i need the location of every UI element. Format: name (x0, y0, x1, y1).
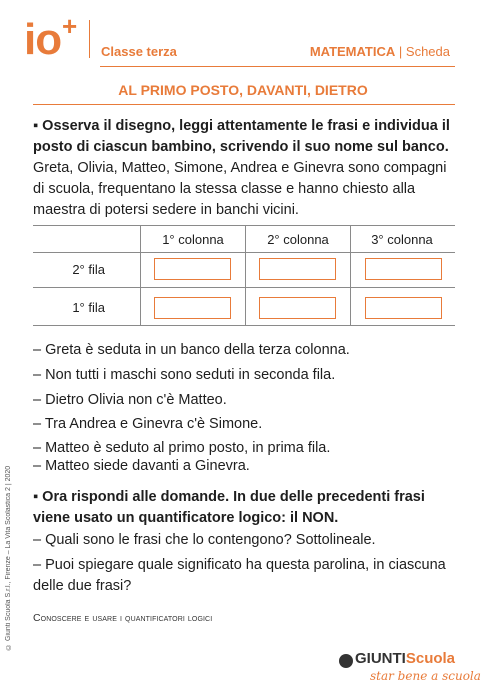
row-label-2: 2° fila (72, 262, 105, 277)
question-1: – Quali sono le frasi che lo contengono? Sottolineale. (33, 532, 376, 548)
page-title: AL PRIMO POSTO, DAVANTI, DIETRO (118, 82, 368, 98)
column-header-2: 2° colonna (267, 232, 329, 247)
table-vline-1 (140, 225, 141, 325)
column-header-1: 1° colonna (162, 232, 224, 247)
row-label-1: 1° fila (72, 300, 105, 315)
brand-scuola: Scuola (405, 650, 456, 667)
table-rule-bottom (33, 325, 455, 326)
clue-6-clip (33, 456, 273, 473)
clue-2: – Non tutti i maschi sono seduti in seconda fila. (33, 367, 336, 383)
instruction: ▪ Osserva il disegno, leggi attentamente le frasi e individua il posto di ciascun bambino, scrivendo il suo nome sul banco. (33, 118, 450, 155)
copyright-credit: © Giunti Scuola S.r.l., Firenze – La Vita Scolastica 2 | 2020 (5, 465, 12, 650)
table-rule-header (33, 252, 455, 253)
desk-row1-col3[interactable] (365, 297, 442, 319)
desk-row2-col3[interactable] (365, 258, 442, 280)
subject-separator: | (398, 44, 403, 59)
io-logo: io (24, 15, 62, 64)
question-intro: ▪ Ora rispondi alle domande. In due delle precedenti frasi viene usato un quantificatore logico: il NON. (33, 489, 425, 526)
question-2: – Puoi spiegare quale significato ha questa parolina, in ciascuna delle due frasi? (33, 557, 446, 594)
clue-5: – Matteo è seduto al primo posto, in prima fila. (33, 440, 331, 456)
subject-label (310, 44, 450, 59)
table-vline-3 (350, 225, 351, 325)
io-logo-plus: + (62, 11, 78, 41)
brand-giunti: GIUNTI (355, 650, 406, 667)
clue-4: – Tra Andrea e Ginevra c'è Simone. (33, 416, 263, 432)
brand-tagline: star bene a scuola (370, 669, 481, 683)
clue-6: – Matteo siede davanti a Ginevra. (33, 458, 250, 473)
brand-name (355, 650, 455, 667)
class-label: Classe terza (101, 44, 177, 59)
table-rule-top (33, 225, 455, 226)
desk-row1-col2[interactable] (259, 297, 336, 319)
clue-1: – Greta è seduta in un banco della terza colonna. (33, 342, 350, 358)
subject-name: MATEMATICA (309, 44, 396, 59)
sheet-type: Scheda (405, 44, 450, 59)
footer-objective (33, 612, 212, 624)
desk-row1-col1[interactable] (154, 297, 231, 319)
table-rule-middle (33, 287, 455, 288)
objective-text: Conoscere e usare i quantificatori logici (33, 612, 213, 624)
header-divider (89, 20, 90, 58)
column-header-3: 3° colonna (371, 232, 433, 247)
giunti-logo-icon (339, 654, 353, 668)
header-rule (100, 66, 455, 67)
desk-row2-col2[interactable] (259, 258, 336, 280)
clue-3: – Dietro Olivia non c'è Matteo. (33, 392, 227, 408)
title-rule (33, 104, 455, 105)
desk-row2-col1[interactable] (154, 258, 231, 280)
table-vline-2 (245, 225, 246, 325)
intro-paragraph: Greta, Olivia, Matteo, Simone, Andrea e Ginevra sono compagni di scuola, frequentano la stessa classe e hanno chiesto alla maestra di potersi sedere in banchi vicini. (33, 160, 447, 218)
